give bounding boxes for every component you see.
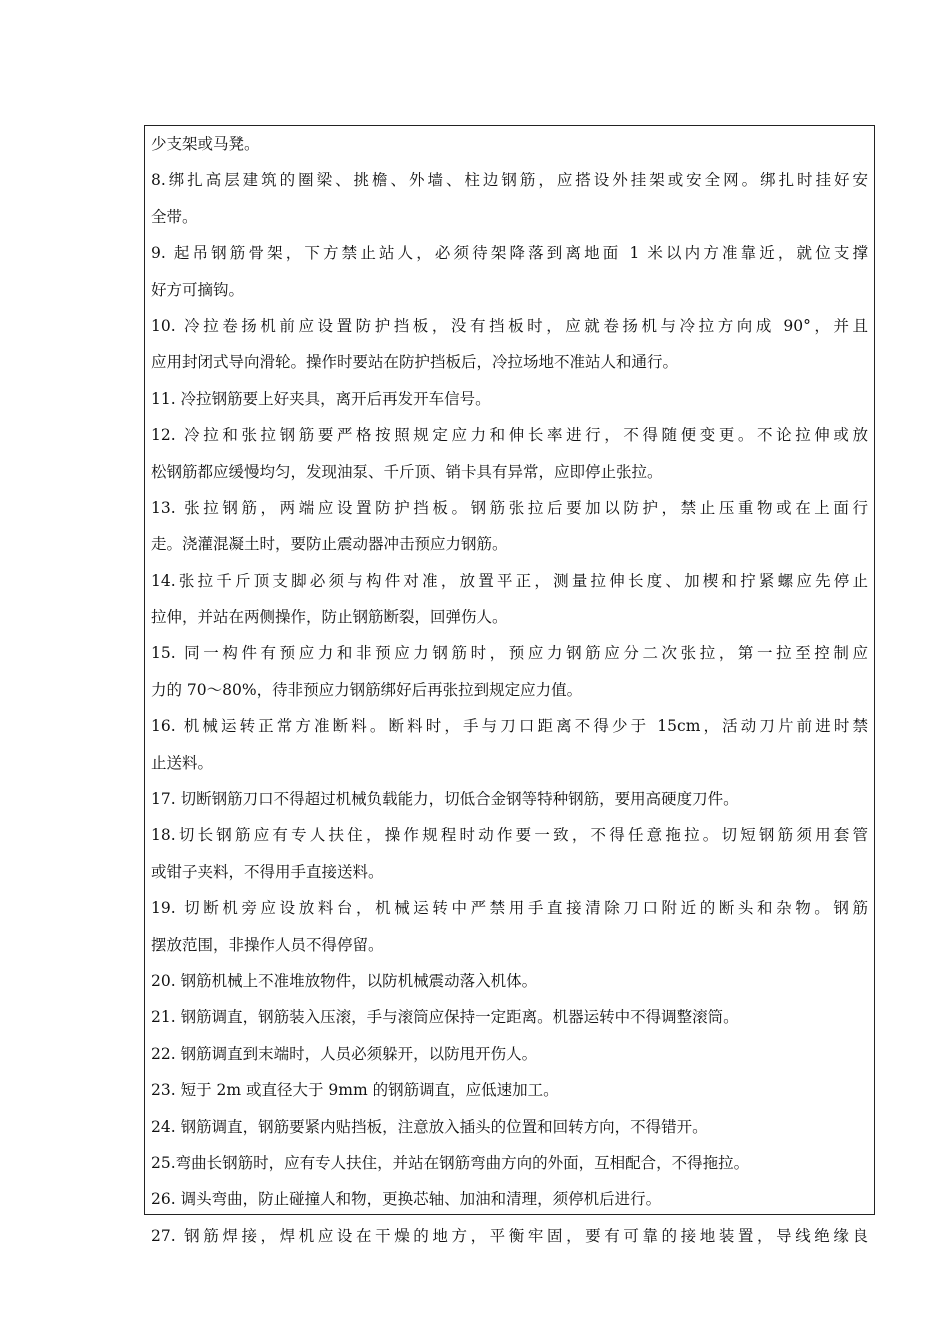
text-line: 拉伸，并站在两侧操作，防止钢筋断裂，回弹伤人。 xyxy=(151,608,508,627)
text-line: 20. 钢筋机械上不准堆放物件，以防机械震动落入机体。 xyxy=(151,971,538,990)
text-line: 15. 同一构件有预应力和非预应力钢筋时，预应力钢筋应分二次张拉，第一拉至控制应 xyxy=(151,644,868,663)
text-line: 14.张拉千斤顶支脚必须与构件对准，放置平正，测量拉伸长度、加楔和拧紧螺应先停止 xyxy=(151,571,868,590)
text-line: 24. 钢筋调直，钢筋要紧内贴挡板，注意放入插头的位置和回转方向，不得错开。 xyxy=(151,1117,708,1136)
text-line: 21. 钢筋调直，钢筋装入压滚，手与滚筒应保持一定距离。机器运转中不得调整滚筒。 xyxy=(151,1008,739,1027)
document-table-cell xyxy=(144,125,875,1245)
text-line: 16. 机械运转正常方准断料。断料时，手与刀口距离不得少于 15cm，活动刀片前进时禁 xyxy=(151,717,868,736)
text-line: 应用封闭式导向滑轮。操作时要站在防护挡板后，冷拉场地不准站人和通行。 xyxy=(151,353,679,372)
document-body xyxy=(151,126,868,1254)
text-line: 12. 冷拉和张拉钢筋要严格按照规定应力和伸长率进行，不得随便变更。不论拉伸或放 xyxy=(151,426,868,445)
text-line: 少支架或马凳。 xyxy=(151,135,260,153)
text-line: 全带。 xyxy=(151,207,198,226)
text-line: 或钳子夹料，不得用手直接送料。 xyxy=(151,862,384,881)
text-line: 18.切长钢筋应有专人扶住，操作规程时动作要一致，不得任意拖拉。切短钢筋须用套管 xyxy=(151,826,868,845)
text-line: 止送料。 xyxy=(151,753,214,772)
text-line: 13. 张拉钢筋，两端应设置防护挡板。钢筋张拉后要加以防护，禁止压重物或在上面行 xyxy=(151,498,868,517)
text-line: 25.弯曲长钢筋时，应有专人扶住，并站在钢筋弯曲方向的外面，互相配合，不得拖拉。 xyxy=(151,1153,750,1172)
text-line: 19. 切断机旁应设放料台，机械运转中严禁用手直接清除刀口附近的断头和杂物。钢筋 xyxy=(151,899,868,918)
text-line: 11. 冷拉钢筋要上好夹具，离开后再发开车信号。 xyxy=(151,389,491,408)
text-line: 27. 钢筋焊接，焊机应设在干燥的地方，平衡牢固，要有可靠的接地装置，导线绝缘良 xyxy=(151,1226,868,1245)
text-line: 好方可摘钩。 xyxy=(151,280,245,299)
text-line: 10. 冷拉卷扬机前应设置防护挡板，没有挡板时，应就卷扬机与冷拉方向成 90°，并且 xyxy=(151,316,868,335)
text-line: 摆放范围，非操作人员不得停留。 xyxy=(151,935,384,954)
text-line: 9. 起吊钢筋骨架，下方禁止站人，必须待架降落到离地面 1 米以内方准靠近，就位支撑 xyxy=(151,244,868,263)
text-line: 17. 切断钢筋刀口不得超过机械负载能力，切低合金钢等特种钢筋，要用高硬度刀件。 xyxy=(151,790,739,809)
text-line: 22. 钢筋调直到末端时，人员必须躲开，以防甩开伤人。 xyxy=(151,1044,538,1063)
text-line: 松钢筋都应缓慢均匀，发现油泵、千斤顶、销卡具有异常，应即停止张拉。 xyxy=(151,462,663,481)
text-line: 26. 调头弯曲，防止碰撞人和物，更换芯轴、加油和清理，须停机后进行。 xyxy=(151,1190,662,1209)
text-line: 23. 短于 2m 或直径大于 9mm 的钢筋调直，应低速加工。 xyxy=(151,1081,559,1100)
text-line: 8.绑扎高层建筑的圈梁、挑檐、外墙、柱边钢筋，应搭设外挂架或安全网。绑扎时挂好安 xyxy=(151,171,868,190)
text-line: 力的 70～80%，待非预应力钢筋绑好后再张拉到规定应力值。 xyxy=(151,680,583,699)
text-line: 走。浇灌混凝土时，要防止震动器冲击预应力钢筋。 xyxy=(151,535,508,554)
